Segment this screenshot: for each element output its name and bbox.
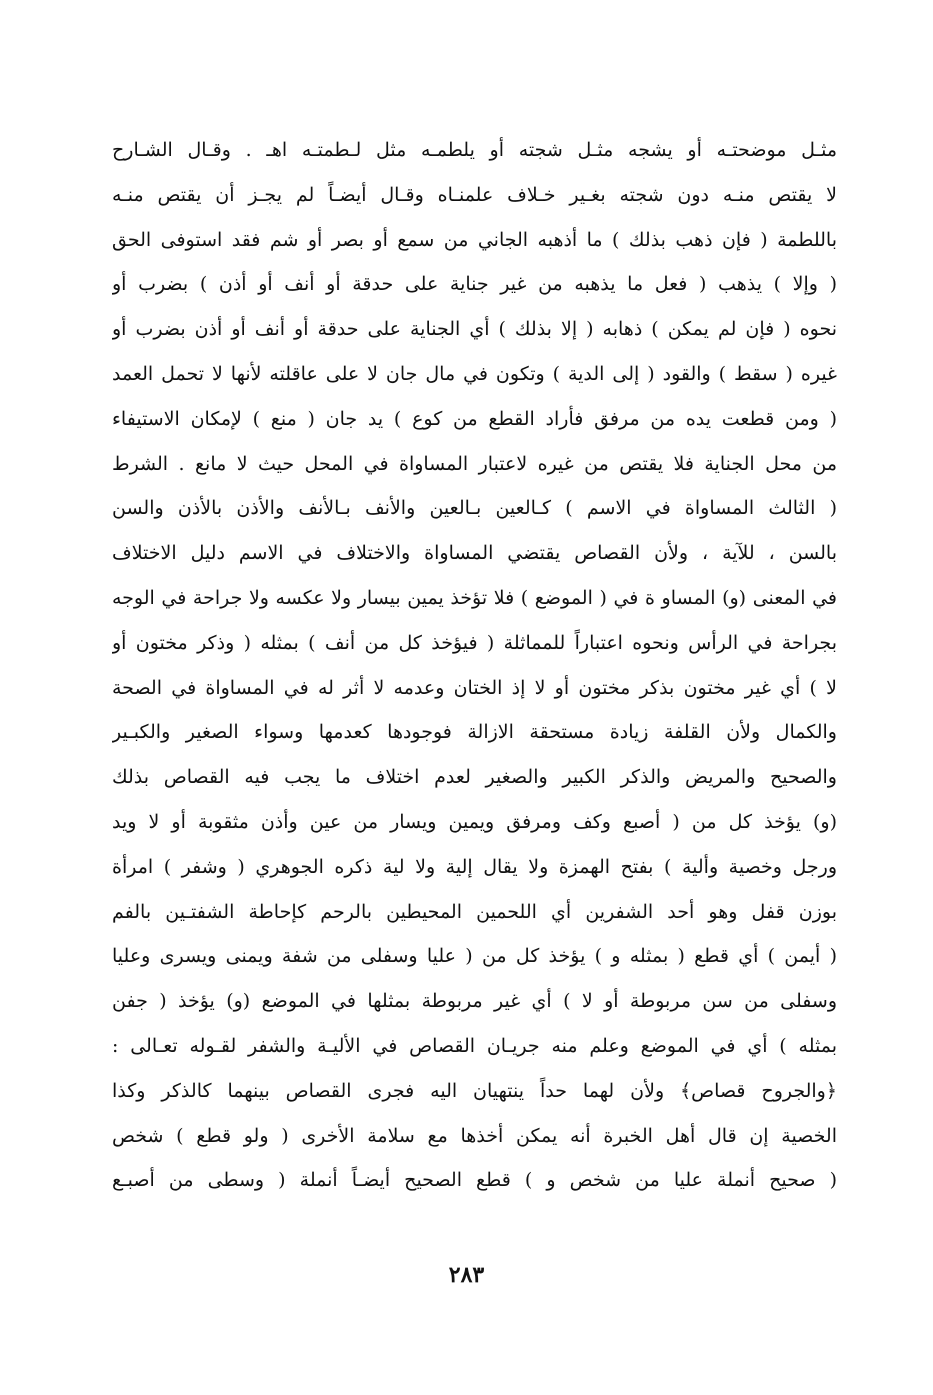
text-line-4: ( وإلا ) يذهب ( فعل ما يذهبه من غير جناية على حدقة أو أنف أو أذن ) بضرب أو [112, 273, 837, 296]
text-line-20: وسفلى من سن مربوطة أو لا ) أي غير مربوطة بمثلها في الموضع (و) يؤخذ ( جفن [112, 990, 837, 1013]
text-line-10: بالسن ، للآية ، ولأن القصاص يقتضي المساواة والاختلاف في الاسم دليل الاختلاف [112, 542, 837, 565]
text-line-14: والكمال ولأن القلفة زيادة مستحقة الازالة فوجودها كعدمها وسواء الصغير والكبـير [112, 721, 837, 744]
text-line-15: والصحيح والمريض والذكر الكبير والصغير لعدم اختلاف ما يجب فيه القصاص بذلك [112, 766, 837, 789]
page-number: ٢٨٣ [448, 1262, 485, 1288]
text-line-8: من محل الجناية فلا يقتص من غيره لاعتبار المساواة في المحل حيث لا مانع . الشرط [112, 452, 837, 475]
text-line-3: باللطمة ( فإن ذهب بذلك ) ما أذهبه الجاني من سمع أو بصر أو شم فقد استوفى الحق [112, 228, 837, 251]
text-line-13: لا ) أي غير مختون بذكر مختون أو لا إذ الختان وعدمه لا أثر له في المساواة في الصحة [112, 676, 837, 699]
text-line-22: ﴿والجروح قصاص﴾ ولأن لهما حداً ينتهيان اليه فجرى القصاص بينهما كالذكر وكذا [112, 1079, 837, 1102]
text-line-1: مثـل موضحتـه أو يشجه مثـل شجته أو يلطمـه مثل لـطمتـه اهـ . وقـال الشـارح [112, 139, 837, 161]
text-line-17: ورجل وخصية وألية ) بفتح الهمزة ولا يقال إلية ولا لية ذكره الجوهري ( وشفر ) امرأة [112, 855, 837, 878]
text-line-5: نحوه ( فإن لم يمكن ) ذهابه ( إلا بذلك ) أي الجناية على حدقة أو أنف أو أذن بضرب أو [112, 318, 837, 341]
text-line-21: بمثله ) أي في الموضع وعلم منه جريـان القصاص في الأليـة والشفر لقـوله تعـالى : [112, 1034, 837, 1057]
body-text [112, 128, 837, 1203]
text-line-7: ( ومن قطعت يده من مرفق فأراد القطع من كوع ) يد جان ( منع ) لإمكان الاستيفاء [112, 407, 837, 430]
text-line-12: بجراحة في الرأس ونحوه اعتباراً للمماثلة ( فيؤخذ كل من أنف ) بمثله ( وذكر مختون أو [112, 631, 837, 654]
text-line-6: غيره ( سقط ) والقود ( إلى الدية ) وتكون في مال جان لا على عاقلته لأنها لا تحمل العمد [112, 362, 837, 385]
text-line-11: في المعنى (و) المساو ة في ( الموضع ) فلا تؤخذ يمين بيسار ولا عكسه ولا جراحة في الوجه [112, 586, 837, 609]
text-line-18: بوزن قفل وهو أحد الشفرين أي اللحمين المحيطين بالرحم كإحاطة الشفتـين بالفم [112, 900, 837, 923]
text-line-16: (و) يؤخذ كل من ( أصبع وكف ومرفق ويمين ويسار من عين وأذن مثقوبة أو لا ويد [112, 810, 837, 833]
text-line-24: ( صحيح أنملة عليا من شخص و ) قطع الصحيح أيضـاً أنملة ( وسطى من أصبـع [112, 1169, 837, 1192]
text-line-2: لا يقتص منـه دون شجته بغـير خـلاف علمنـاه وقـال أيضـاً لم يجـز أن يقتص منـه [112, 183, 837, 206]
text-line-9: ( الثالث المساواة في الاسم ) كـالعين بـالعين والأنف بـالأنف والأذن بالأذن والسن [112, 497, 837, 520]
text-line-19: ( أيمن ) أي قطع ( بمثله و ) يؤخذ كل من ( عليا وسفلى من شفة ويمنى ويسرى وعليا [112, 945, 837, 968]
text-line-23: الخصية إن قال أهل الخبرة أنه يمكن أخذها مع سلامة الأخرى ( ولو قطع ) شخص [112, 1124, 837, 1147]
